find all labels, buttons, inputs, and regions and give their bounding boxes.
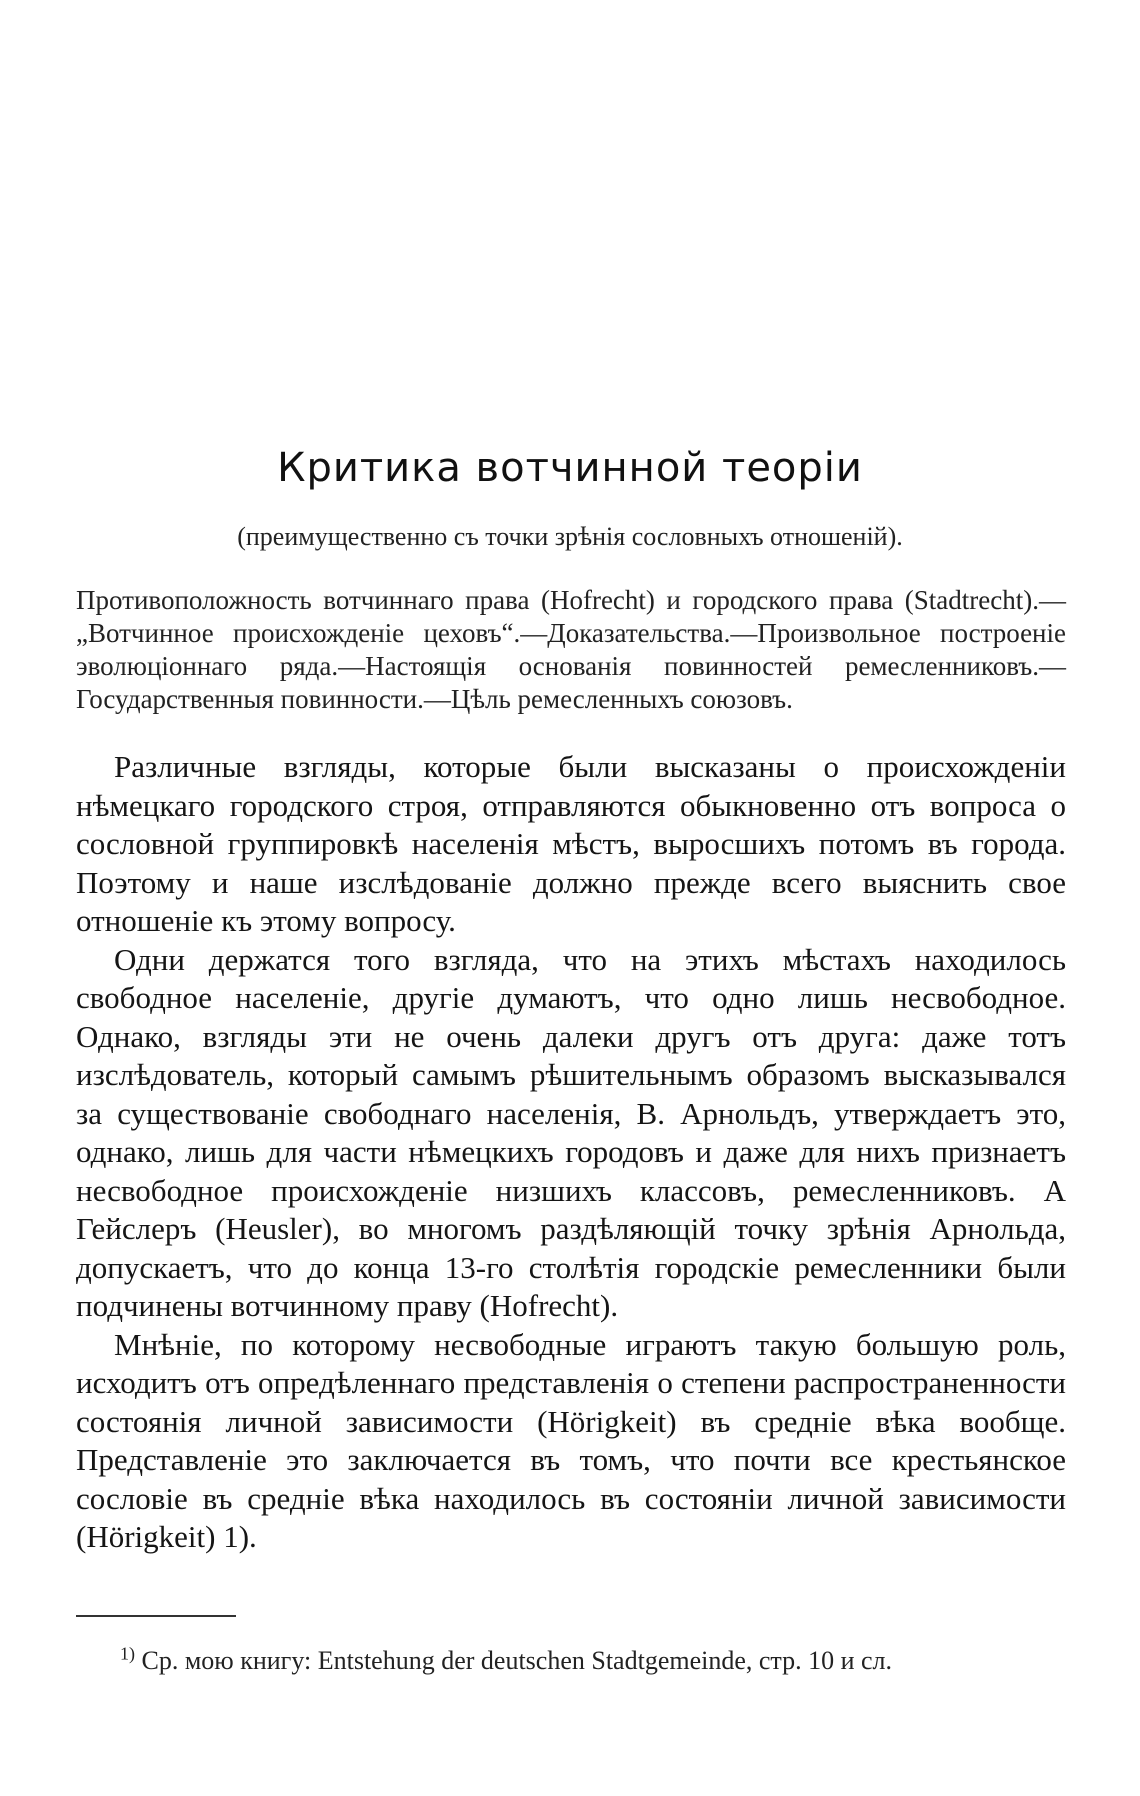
paragraph: Одни держатся того взгляда, что на этихъ мѣстахъ находилось свободное населенiе, другiе думаютъ, что одно лишь несвободное. Однако, взгляды эти не очень далеки другъ отъ друга: даже тотъ изслѣдователь, который самымъ рѣшительнымъ образомъ высказывался за существованiе свободнаго населенiя, В. Арнольдъ, утверждаетъ это, однако, лишь для части нѣмецкихъ городовъ и даже для нихъ признаетъ несвободное происхожденiе низшихъ классовъ, ремесленниковъ. А Гейслеръ (Heusler), во многомъ раздѣляющiй точку зрѣнiя Арнольда, допускаетъ, что до конца 13-го столѣтiя городскiе ремесленники были подчинены вотчинному праву (Hofrecht).	[76, 941, 1066, 1323]
paragraph: Различные взгляды, которые были высказаны о происхожденiи нѣмецкаго городского строя, отправляются обыкновенно отъ вопроса о сословной группировкѣ населенiя мѣстъ, выросшихъ потомъ въ города. Поэтому и наше изслѣдованiе должно прежде всего выяснить свое отношенiе къ этому вопросу.	[76, 749, 1066, 938]
footnote-marker: 1)	[120, 1643, 135, 1664]
chapter-subtitle: (преимущественно съ точки зрѣнiя сословныхъ отношенiй).	[237, 522, 903, 551]
main-text	[76, 748, 1066, 1557]
footnote-divider	[76, 1615, 236, 1617]
chapter-title: Критика вотчинной теорiи	[277, 445, 863, 491]
paragraph-text: Мнѣнiе, по которому несвободные играютъ такую большую роль, исходитъ отъ опредѣленнаго представленiя о степени распространенности состоянiя личной зависимости (Hörigkeit) въ среднiе вѣка вообще. Представленiе это заключается въ томъ, что почти все крестьянское сословiе въ среднiе вѣка находилось въ состоянiи личной зависимости (Hörigkeit)	[76, 1326, 1066, 1554]
paragraph	[76, 1326, 1066, 1557]
footnote-reference: 1).	[223, 1519, 257, 1554]
footnote	[120, 1645, 1070, 1677]
footnote-text: Ср. мою книгу: Entstehung der deutschen Stadtgemeinde, стр. 10 и сл.	[141, 1646, 893, 1675]
chapter-summary: Противоположность вотчиннаго права (Hofrecht) и городского права (Stadtrecht).—„Вотчинное происхожденiе цеховъ“.—Доказательства.—Произвольное построенiе эволюцiоннаго ряда.—Настоящiя основанiя повинностей ремесленниковъ.—Государственныя повинности.—Цѣль ремесленныхъ союзовъ.	[76, 585, 1066, 714]
